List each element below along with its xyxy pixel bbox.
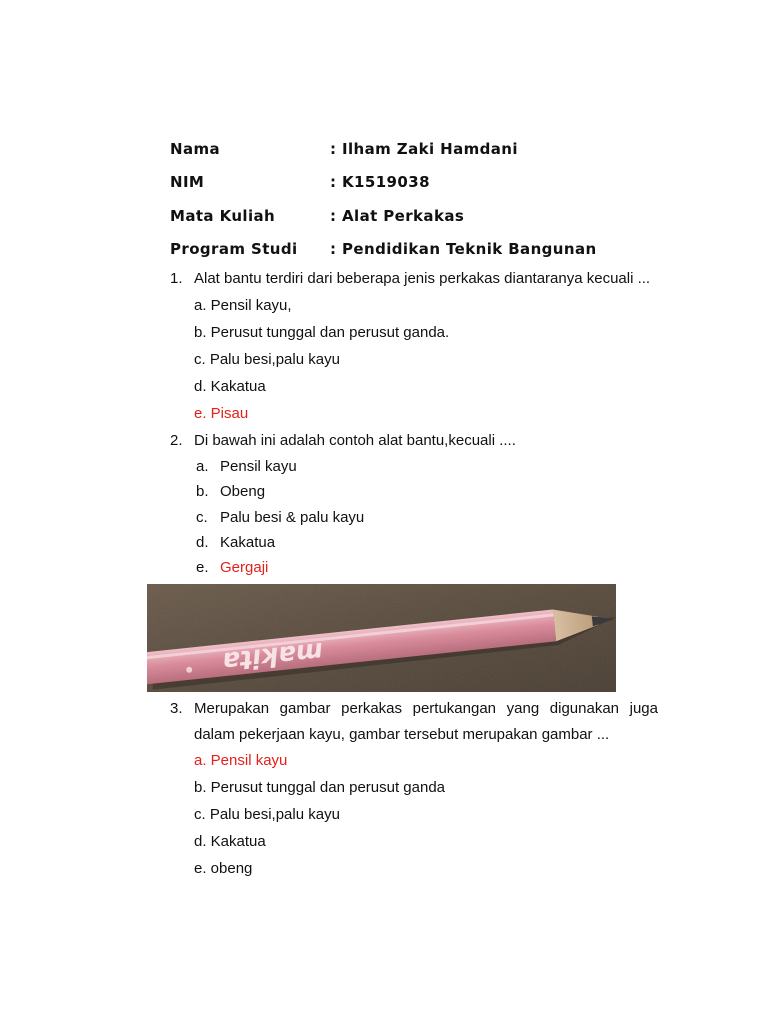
info-label: Nama [170,140,221,158]
option: Pensil kayu [220,458,297,475]
option-correct-answer: e. Pisau [194,405,249,422]
option: c. Palu besi,palu kayu [194,806,340,823]
option: Obeng [220,483,266,500]
question-number: 2. [170,432,183,449]
option: d. Kakatua [194,833,266,850]
option: e. obeng [194,860,253,877]
option-correct-answer: a. Pensil kayu [194,752,288,769]
info-label: Program Studi [170,240,298,258]
question-text: Merupakan gambar perkakas pertukangan yang digunakan juga [194,700,658,717]
option: c. Palu besi,palu kayu [194,351,340,368]
info-value: : Ilham Zaki Hamdani [330,140,518,158]
info-value: : Pendidikan Teknik Bangunan [330,240,597,258]
option-letter: a. [196,458,209,475]
question-text: Alat bantu terdiri dari beberapa jenis perkakas diantaranya kecuali ... [194,270,651,287]
info-label: Mata Kuliah [170,207,276,225]
info-label: NIM [170,173,205,191]
question-text-continued: dalam pekerjaan kayu, gambar tersebut merupakan gambar ... [194,726,610,743]
option: Kakatua [220,534,276,551]
option: b. Perusut tunggal dan perusut ganda. [194,324,450,341]
option-letter: c. [196,509,208,526]
option-letter: b. [196,483,209,500]
pencil-icon [147,584,616,692]
option-letter: e. [196,559,209,576]
option-correct-answer: Gergaji [220,559,269,576]
pencil-photo [147,584,616,692]
question-text: Di bawah ini adalah contoh alat bantu,kecuali .... [194,432,516,449]
option: Palu besi & palu kayu [220,509,365,526]
info-value: : K1519038 [330,173,430,191]
info-value: : Alat Perkakas [330,207,465,225]
option-letter: d. [196,534,209,551]
option: d. Kakatua [194,378,266,395]
brand-logo: makita [221,635,325,677]
option: b. Perusut tunggal dan perusut ganda [194,779,446,796]
question-number: 1. [170,270,183,287]
question-number: 3. [170,700,183,717]
option: a. Pensil kayu, [194,297,292,314]
